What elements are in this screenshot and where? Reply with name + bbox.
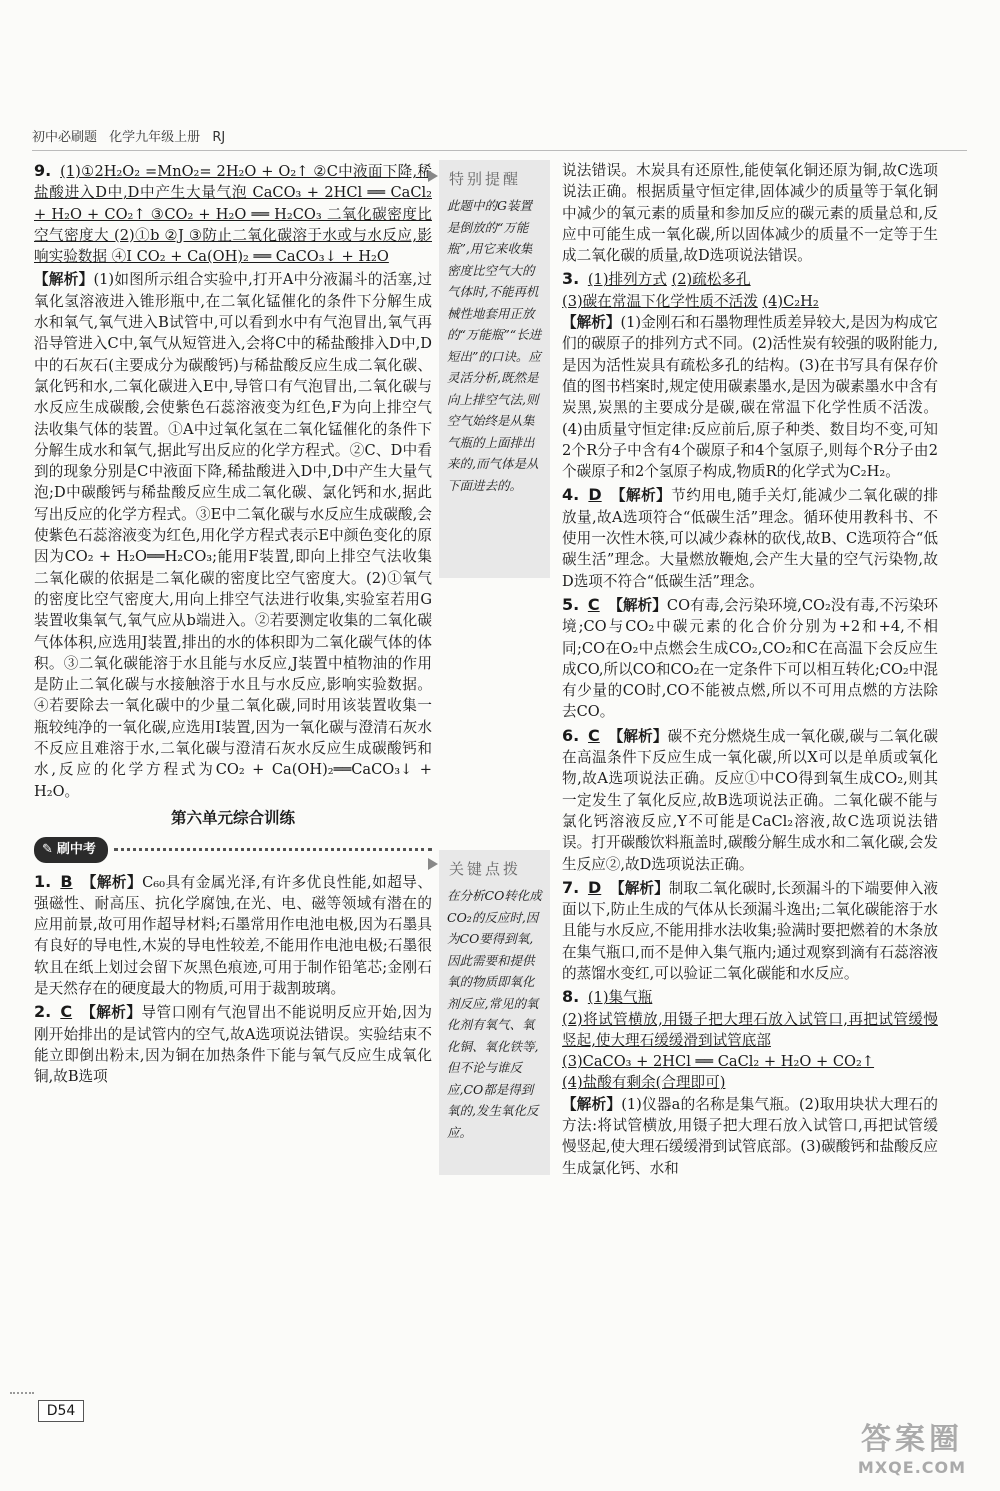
badge-label: 刷中考 <box>56 842 96 858</box>
sidebar-tip-key <box>439 850 550 1175</box>
tip-title: 关键点拨 <box>449 860 522 878</box>
question-2 <box>34 1001 432 1087</box>
analysis-text: (1)金刚石和石墨物理性质差异较大,是因为构成它们的碳原子的排列方式不同。(2)活性炭有较强的吸附能力,是因为活性炭具有疏松多孔的结构。(3)在书写具有保存价值的图书档案时,规定使用碳素墨水,是因为碳素墨水中含有炭黑,炭黑的主要成分是碳,碳在常温下化学性质不活泼。(4)由质量守恒定律:反应前后,原子种类、数目均不变,可知2个R分子中含有4个碳原子和4个氢原子,则每个R分子由2个碳原子和2个氢原子构成,物质R的化学式为C₂H₂。 <box>562 314 938 481</box>
analysis-text: (1)如图所示组合实验中,打开A中分液漏斗的活塞,过氧化氢溶液进入锥形瓶中,在二氧化锰催化的条件下分解生成水和氧气,氧气进入B试管中,可以看到水中有气泡冒出,氧气再沿导管进入C中,氧气从短管进入,会将C中的稀盐酸排入D中,D中的石灰石(主要成分为碳酸钙)与稀盐酸反应生成二氧化碳、氯化钙和水,二氧化碳进入E中,导管口有气泡冒出,二氧化碳与水反应生成碳酸,会使紫色石蕊溶液变为红色,F为向上排空气法收集气体的装置。①A中过氧化氢在二氧化锰催化的条件下分解生成水和氧气,据此写出反应的化学方程式。②C、D中看到的现象分别是C中液面下降,稀盐酸进入D中,D中产生大量气泡;D中碳酸钙与稀盐酸反应生成二氧化碳、氯化钙和水,据此写出反应的化学方程式。③E中二氧化碳与水反应生成碳酸,会使紫色石蕊溶液变为红色,用化学方程式表示E中颜色变化的原因为CO₂ + H₂O══H₂CO₃;能用F装置,即向上排空气法收集二氧化碳的依据是二氧化碳的密度比空气密度大。(2)①氧气的密度比空气密度大,用向上排空气法进行收集,实验室若用G装置收集氧气,氧气应从b端进入。②若要测定收集的二氧化碳气体体积,应选用J装置,排出的水的体积即为二氧化碳气体的体积。③二氧化碳能溶于水且能与水反应,J装置中植物油的作用是防止二氧化碳与水接触溶于水且与水反应,影响实验数据。④若要除去一氧化碳中的少量二氧化碳,同时用该装置收集一瓶较纯净的一氧化碳,应选用I装置,因为一氧化碳与澄清石灰水不反应且难溶于水,二氧化碳与澄清石灰水反应生成碳酸钙和水,反应的化学方程式为CO₂ + Ca(OH)₂══CaCO₃↓ + H₂O。 <box>34 271 432 800</box>
question-5 <box>562 594 938 723</box>
tip-text: 此题中的G装置是倒放的“万能瓶”,用它来收集密度比空气大的气体时,不能再机械性地套用正放的“万能瓶”“长进短出”的口诀。应灵活分析,既然是向上排空气法,则空气始终是从集气瓶的上面排出来的,而气体是从下面进去的。 <box>447 198 542 493</box>
question-1 <box>34 871 432 1000</box>
answer-choice: C <box>587 594 600 614</box>
explanation-9 <box>34 269 432 801</box>
right-column <box>562 160 938 1181</box>
question-number: 1. <box>34 871 52 891</box>
analysis-text: 制取二氧化碳时,长颈漏斗的下端要伸入液面以下,防止生成的气体从长颈漏斗逸出;二氧化碳能溶于水且能与水反应,不能用排水法收集;验满时要把燃着的木条放在集气瓶口,而不是伸入集气瓶内;通过观察到滴有石蕊溶液的蒸馏水变红,可以验证二氧化碳能和水反应。 <box>562 879 938 982</box>
page-dots <box>10 1392 34 1394</box>
tip-pointer-icon <box>428 858 438 870</box>
analysis-text: CO有毒,会污染环境,CO₂没有毒,不污染环境;CO与CO₂中碳元素的化合价分别为+2和+4,不相同;CO在O₂中点燃会生成CO₂,CO₂和C在高温下会反应生成CO,所以CO和CO₂在一定条件下可以相互转化;CO₂中混有少量的CO时,CO不能被点燃,所以不可用点燃的方法除去CO。 <box>562 596 938 721</box>
watermark-logo <box>842 1414 982 1486</box>
tip-title: 特别提醒 <box>449 170 522 188</box>
question-6 <box>562 725 938 875</box>
answer-choice: C <box>60 1002 73 1022</box>
answer-part: (4)盐酸有剩余(合理即可) <box>562 1074 726 1092</box>
answer-part: (2)将试管横放,用镊子把大理石放入试管口,再把试管缓慢竖起,使大理石缓缓滑到试管底部 <box>562 1010 938 1049</box>
question-number: 5. <box>562 594 580 614</box>
pen-icon: ✎ <box>42 842 53 858</box>
answer-part: (2)疏松多孔 <box>671 271 751 289</box>
question-number: 4. <box>562 485 580 505</box>
page-number: D54 <box>38 1400 84 1422</box>
answer-part: (1)排列方式 <box>587 271 667 289</box>
answer-part: (1)集气瓶 <box>587 989 653 1007</box>
question-3 <box>562 268 938 482</box>
question-4 <box>562 484 938 591</box>
question-7 <box>562 877 938 984</box>
question-number: 6. <box>562 725 580 745</box>
analysis-tag: 【解析】 <box>562 314 621 332</box>
tip-text: 在分析CO转化成CO₂的反应时,因为CO要得到氧,因此需要和提供氧的物质即氧化剂反应,常见的氧化剂有氧气、氧化铜、氧化铁等,但不论与谁反应,CO都是得到氧的,发生氧化反应。 <box>447 888 542 1140</box>
book-edition: RJ <box>212 130 226 145</box>
analysis-tag: 【解析】 <box>81 873 143 891</box>
answer-text: (1)①2H₂O₂ =MnO₂= 2H₂O + O₂↑ ②C中液面下降,稀盐酸进入D中,D中产生大量气泡 CaCO₃ + 2HCl ══ CaCl₂ + H₂O + CO₂↑ ③CO₂ + H₂O ══ H₂CO₃ 二氧化碳密度比空气密度大 (2)①b ②J ③防止二氧化碳溶于水或与水反应,影响实验数据 ④I CO₂ + Ca(OH)₂ ══ CaCO₃↓ + H₂O <box>34 163 433 266</box>
tip-pointer-icon <box>428 170 438 182</box>
answer-part: (3)碳在常温下化学性质不活泼 <box>562 292 758 310</box>
analysis-text: 导管口刚有气泡冒出不能说明反应开始,因为刚开始排出的是试管内的空气,故A选项说法错误。实验结束不能立即倒出粉末,因为铜在加热条件下能与氧气反应生成氧化铜,故B选项 <box>34 1004 432 1086</box>
badge-pill <box>34 837 108 862</box>
analysis-text: 节约用电,随手关灯,能减少二氧化碳的排放量,故A选项符合“低碳生活”理念。循环使用教科书、不使用一次性木筷,可以减少森林的砍伐,故B、C选项符合“低碳生活”理念。大量燃放鞭炮,会产生大量的空气污染物,故D选项不符合“低碳生活”理念。 <box>562 487 939 590</box>
page-header <box>32 126 233 145</box>
section-badge <box>34 837 432 862</box>
analysis-tag: 【解析】 <box>562 1095 622 1113</box>
analysis-tag: 【解析】 <box>34 271 94 289</box>
analysis-text: C₆₀具有金属光泽,有许多优良性能,如超导、强磁性、耐高压、抗化学腐蚀,在光、电、磁等领域有潜在的应用前景,故可用作超导材料;石墨常用作电池电极,因为石墨具有良好的导电性,木炭的导电性较差,不能用作电池电极;石墨很软且在纸上划过会留下灰黑色痕迹,可用于制作铅笔芯;金刚石是天然存在的硬度最大的物质,可用于裁割玻璃。 <box>34 873 432 997</box>
analysis-tag: 【解析】 <box>608 727 668 745</box>
question-8 <box>562 986 938 1179</box>
left-column <box>34 160 432 1089</box>
question-9 <box>34 160 432 267</box>
analysis-tag: 【解析】 <box>608 596 667 614</box>
question-number: 8. <box>562 987 580 1007</box>
watermark-cn: 答案圈 <box>861 1422 963 1457</box>
book-title: 初中必刷题 <box>32 130 98 145</box>
sidebar-tip-special <box>439 160 550 578</box>
analysis-tag: 【解析】 <box>610 879 669 897</box>
section-title: 第六单元综合训练 <box>170 808 295 827</box>
badge-dotted-line <box>114 848 432 851</box>
answer-choice: D <box>587 877 602 897</box>
question-number: 9. <box>34 161 52 180</box>
header-divider <box>32 150 967 151</box>
question-number: 2. <box>34 1002 52 1022</box>
answer-choice: B <box>60 871 73 891</box>
analysis-text: 碳不充分燃烧生成一氧化碳,碳与二氧化碳在高温条件下反应生成一氧化碳,所以X可以是单质或氧化物,故A选项说法正确。反应①中CO得到氧生成CO₂,则其一定发生了氧化反应,故B选项说法正确。二氧化碳不能与氯化钙溶液反应,Y不可能是CaCl₂溶液,故C选项说法错误。打开碳酸饮料瓶盖时,碳酸分解生成水和二氧化碳,会发生反应②,故D选项说法正确。 <box>562 727 939 873</box>
question-number: 3. <box>562 269 580 289</box>
answer-choice: D <box>588 485 602 505</box>
watermark-en: MXQE.COM <box>857 1458 967 1477</box>
answer-part: (3)CaCO₃ + 2HCl ══ CaCl₂ + H₂O + CO₂↑ <box>562 1053 875 1071</box>
analysis-tag: 【解析】 <box>81 1004 142 1022</box>
analysis-text: (1)仪器a的名称是集气瓶。(2)取用块状大理石的方法:将试管横放,用镊子把大理石放入试管口,再把试管缓慢竖起,使大理石缓缓滑到试管底部。(3)碳酸钙和盐酸反应生成氯化钙、水和 <box>562 1095 938 1177</box>
answer-choice: C <box>588 725 600 745</box>
question-number: 7. <box>562 877 580 897</box>
continued-text: 说法错误。木炭具有还原性,能使氧化铜还原为铜,故C选项说法正确。根据质量守恒定律,固体减少的质量等于氧化铜中减少的氧元素的质量和参加反应的碳元素的质量总和,反应中可能生成一氧化碳,所以固体减少的质量不一定等于生成二氧化碳的质量,故D选项说法错误。 <box>562 162 938 265</box>
analysis-tag: 【解析】 <box>610 487 672 505</box>
answer-part: (4)C₂H₂ <box>762 292 819 310</box>
book-subject: 化学九年级上册 <box>109 130 201 145</box>
